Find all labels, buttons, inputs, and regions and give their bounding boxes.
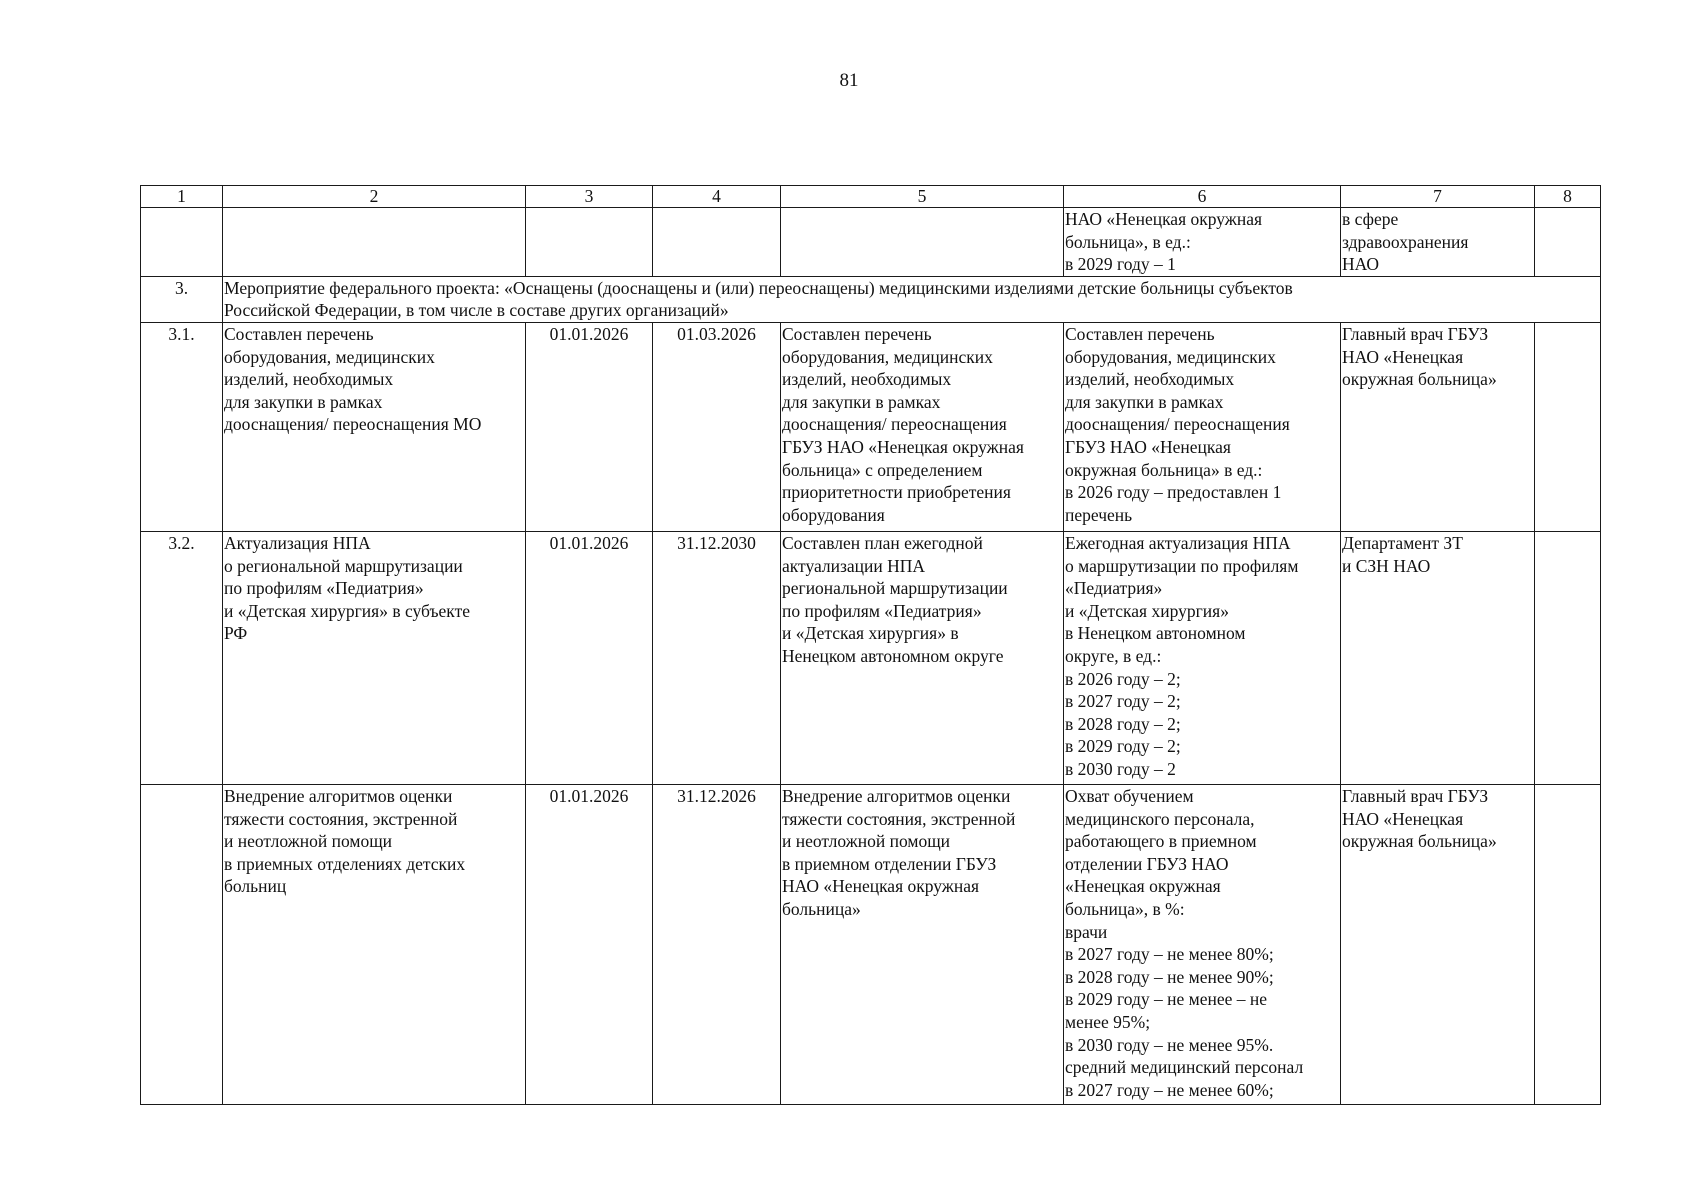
cell-indicator: НАО «Ненецкая окружная больница», в ед.: в 2029 году – 1 — [1064, 208, 1341, 277]
header-col-7: 7 — [1341, 186, 1535, 208]
section-row — [141, 276, 1601, 322]
cell-end — [653, 208, 781, 277]
section-title: Мероприятие федерального проекта: «Оснащены (дооснащены и (или) переоснащены) медицинскими изделиями детские больницы субъектов Российской Федерации, в том числе в составе других организаций» — [223, 276, 1601, 322]
table-row — [141, 784, 1601, 1104]
header-row — [141, 186, 1601, 208]
row-name: Составлен перечень оборудования, медицинских изделий, необходимых для закупки в рамках дооснащения/ переоснащения МО — [223, 322, 526, 531]
section-number: 3. — [141, 276, 223, 322]
page-number: 81 — [839, 70, 859, 91]
cell-col8 — [1535, 208, 1601, 277]
row-col8 — [1535, 531, 1601, 784]
row-responsible: Департамент ЗТ и СЗН НАО — [1341, 531, 1535, 784]
row-number — [141, 784, 223, 1104]
row-number: 3.1. — [141, 322, 223, 531]
row-col8 — [1535, 784, 1601, 1104]
row-responsible: Главный врач ГБУЗ НАО «Ненецкая окружная больница» — [1341, 784, 1535, 1104]
cell-responsible: в сфере здравоохранения НАО — [1341, 208, 1535, 277]
row-start-date: 01.01.2026 — [526, 531, 653, 784]
row-end-date: 01.03.2026 — [653, 322, 781, 531]
row-result: Составлен план ежегодной актуализации НПА региональной маршрутизации по профилям «Педиатрия» и «Детская хирургия» в Ненецком автономном округе — [781, 531, 1064, 784]
continuation-row — [141, 208, 1601, 277]
cell-start — [526, 208, 653, 277]
header-col-4: 4 — [653, 186, 781, 208]
row-indicator: Охват обучением медицинского персонала, работающего в приемном отделении ГБУЗ НАО «Ненецкая окружная больница», в %: врачи в 2027 году – не менее 80%; в 2028 году – не менее 90%; в 2029 году – не менее – не менее 95%; в 2030 году – не менее 95%. средний медицинский персонал в 2027 году – не менее 60%; — [1064, 784, 1341, 1104]
header-col-3: 3 — [526, 186, 653, 208]
header-col-5: 5 — [781, 186, 1064, 208]
row-start-date: 01.01.2026 — [526, 784, 653, 1104]
row-indicator: Ежегодная актуализация НПА о маршрутизации по профилям «Педиатрия» и «Детская хирургия» в Ненецком автономном округе, в ед.: в 2026 году – 2; в 2027 году – 2; в 2028 году – 2; в 2029 году – 2; в 2030 году – 2 — [1064, 531, 1341, 784]
row-end-date: 31.12.2026 — [653, 784, 781, 1104]
table-row — [141, 531, 1601, 784]
row-end-date: 31.12.2030 — [653, 531, 781, 784]
activity-plan-table — [140, 185, 1601, 1105]
row-indicator: Составлен перечень оборудования, медицинских изделий, необходимых для закупки в рамках дооснащения/ переоснащения ГБУЗ НАО «Ненецкая окружная больница» в ед.: в 2026 году – предоставлен 1 перечень — [1064, 322, 1341, 531]
cell-result — [781, 208, 1064, 277]
row-name: Актуализация НПА о региональной маршрутизации по профилям «Педиатрия» и «Детская хирургия» в субъекте РФ — [223, 531, 526, 784]
row-name: Внедрение алгоритмов оценки тяжести состояния, экстренной и неотложной помощи в приемных отделениях детских больниц — [223, 784, 526, 1104]
table-row — [141, 322, 1601, 531]
cell-num — [141, 208, 223, 277]
row-result: Внедрение алгоритмов оценки тяжести состояния, экстренной и неотложной помощи в приемном отделении ГБУЗ НАО «Ненецкая окружная больница» — [781, 784, 1064, 1104]
header-col-8: 8 — [1535, 186, 1601, 208]
row-result: Составлен перечень оборудования, медицинских изделий, необходимых для закупки в рамках дооснащения/ переоснащения ГБУЗ НАО «Ненецкая окружная больница» с определением приоритетности приобретения оборудования — [781, 322, 1064, 531]
row-col8 — [1535, 322, 1601, 531]
row-start-date: 01.01.2026 — [526, 322, 653, 531]
row-responsible: Главный врач ГБУЗ НАО «Ненецкая окружная больница» — [1341, 322, 1535, 531]
header-col-6: 6 — [1064, 186, 1341, 208]
header-col-1: 1 — [141, 186, 223, 208]
row-number: 3.2. — [141, 531, 223, 784]
cell-name — [223, 208, 526, 277]
header-col-2: 2 — [223, 186, 526, 208]
